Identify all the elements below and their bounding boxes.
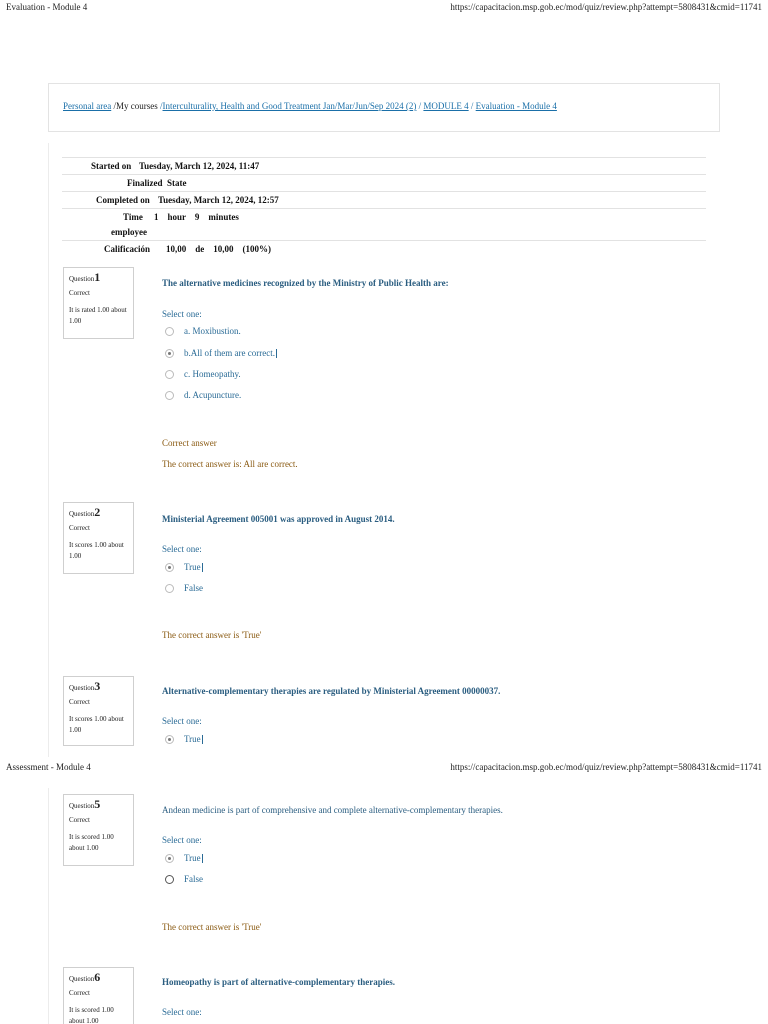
print-header xyxy=(0,760,768,774)
summary-row-time xyxy=(62,208,706,240)
question-grade: It is rated 1.00 about 1.00 xyxy=(69,306,127,325)
breadcrumb-separator: / xyxy=(418,101,422,111)
select-one-label: Select one: xyxy=(162,716,202,726)
text-cursor-icon xyxy=(202,563,203,572)
radio-button-selected[interactable] xyxy=(165,563,174,572)
feedback-correct: Correct answer xyxy=(162,438,217,448)
question-text: Ministerial Agreement 005001 was approved in August 2014. xyxy=(162,514,395,524)
breadcrumb-module[interactable]: MODULE 4 xyxy=(423,101,469,111)
page-url: https://capacitacion.msp.gob.ec/mod/quiz/review.php?attempt=5808431&cmid=11741 xyxy=(450,762,762,772)
question-label: Question xyxy=(69,684,95,692)
question-number: 5 xyxy=(94,797,101,811)
text-cursor-icon xyxy=(202,735,203,744)
content-left-border xyxy=(48,143,49,757)
page-title: Assessment - Module 4 xyxy=(6,762,91,772)
question-state: Correct xyxy=(69,816,90,824)
breadcrumb-box xyxy=(48,83,720,132)
question-grade: It scores 1.00 about 1.00 xyxy=(69,541,124,560)
radio-button-selected[interactable] xyxy=(165,854,174,863)
started-value: Tuesday, March 12, 2024, 11:47 xyxy=(139,161,260,171)
breadcrumb-my-courses: My courses xyxy=(116,101,158,111)
feedback-right-answer: The correct answer is 'True' xyxy=(162,922,262,932)
question-number: 2 xyxy=(94,505,101,519)
question-text: Alternative-complementary therapies are regulated by Ministerial Agreement 00000037. xyxy=(162,686,501,696)
breadcrumb-underline xyxy=(557,101,635,109)
question-state: Correct xyxy=(69,989,90,997)
answer-option[interactable] xyxy=(165,874,203,884)
started-label: Started on xyxy=(91,161,132,171)
answer-option[interactable] xyxy=(165,348,277,358)
breadcrumb xyxy=(63,101,635,111)
option-label: True xyxy=(184,562,201,572)
radio-button[interactable] xyxy=(165,391,174,400)
option-label: c. Homeopathy. xyxy=(184,369,241,379)
question-number: 3 xyxy=(94,679,101,693)
answer-option[interactable] xyxy=(165,369,241,379)
question-number: 1 xyxy=(94,270,101,284)
completed-label: Completed on xyxy=(96,195,150,205)
attempt-summary xyxy=(62,157,706,257)
radio-button[interactable] xyxy=(165,584,174,593)
question-info-box xyxy=(63,676,134,746)
option-label: False xyxy=(184,583,203,593)
text-cursor-icon xyxy=(276,349,277,358)
option-label: b.All of them are correct. xyxy=(184,348,275,358)
question-info-box xyxy=(63,794,134,866)
option-label: d. Acupuncture. xyxy=(184,390,242,400)
employee-label: employee xyxy=(111,227,147,237)
radio-button[interactable] xyxy=(165,875,174,884)
option-label: True xyxy=(184,734,201,744)
breadcrumb-separator: / xyxy=(470,101,474,111)
summary-row-started xyxy=(62,157,706,174)
completed-value: Tuesday, March 12, 2024, 12:57 xyxy=(158,195,279,205)
grade-label: Calificación xyxy=(104,244,150,254)
question-info-box xyxy=(63,502,134,574)
feedback-right-answer: The correct answer is: All are correct. xyxy=(162,459,298,469)
answer-option[interactable] xyxy=(165,853,203,863)
summary-row-completed xyxy=(62,191,706,208)
summary-row-state xyxy=(62,174,706,191)
feedback-right-answer: The correct answer is 'True' xyxy=(162,630,262,640)
question-number: 6 xyxy=(94,970,101,984)
page-title: Evaluation - Module 4 xyxy=(6,2,88,12)
question-label: Question xyxy=(69,510,95,518)
answer-option[interactable] xyxy=(165,390,241,400)
question-state: Correct xyxy=(69,698,90,706)
finalized-label: Finalized xyxy=(127,178,163,188)
question-grade: It scores 1.00 about 1.00 xyxy=(69,715,124,734)
question-state: Correct xyxy=(69,289,90,297)
question-text: Andean medicine is part of comprehensive and complete alternative-complementary therapies. xyxy=(162,805,503,815)
print-header xyxy=(0,0,768,14)
radio-button[interactable] xyxy=(165,370,174,379)
question-info-box xyxy=(63,967,134,1024)
select-one-label: Select one: xyxy=(162,1007,202,1017)
breadcrumb-separator: / xyxy=(160,101,163,111)
question-label: Question xyxy=(69,275,95,283)
select-one-label: Select one: xyxy=(162,835,202,845)
answer-option[interactable] xyxy=(165,562,203,572)
question-grade: It is scored 1.00 about 1.00 xyxy=(69,1006,114,1024)
answer-option[interactable] xyxy=(165,326,241,336)
state-label: State xyxy=(167,178,187,188)
question-text: Homeopathy is part of alternative-complementary therapies. xyxy=(162,977,395,987)
time-value: 1 hour 9 minutes xyxy=(154,212,239,222)
question-state: Correct xyxy=(69,524,90,532)
question-label: Question xyxy=(69,975,95,983)
summary-row-grade xyxy=(62,240,706,257)
breadcrumb-personal-area[interactable]: Personal area xyxy=(63,101,112,111)
radio-button[interactable] xyxy=(165,327,174,336)
breadcrumb-separator: / xyxy=(113,101,116,111)
question-info-box xyxy=(63,267,134,339)
option-label: a. Moxibustion. xyxy=(184,326,241,336)
select-one-label: Select one: xyxy=(162,309,202,319)
question-label: Question xyxy=(69,802,95,810)
radio-button-selected[interactable] xyxy=(165,349,174,358)
radio-button-selected[interactable] xyxy=(165,735,174,744)
option-label: True xyxy=(184,853,201,863)
answer-option[interactable] xyxy=(165,583,203,593)
content-left-border xyxy=(48,788,49,1024)
breadcrumb-course[interactable]: Interculturality, Health and Good Treatment Jan/Mar/Jun/Sep 2024 (2) xyxy=(162,101,417,111)
grade-value: 10,00 de 10,00 (100%) xyxy=(166,244,271,254)
page-url: https://capacitacion.msp.gob.ec/mod/quiz/review.php?attempt=5808431&cmid=11741 xyxy=(450,2,762,12)
time-label: Time xyxy=(123,212,143,222)
text-cursor-icon xyxy=(202,854,203,863)
option-label: False xyxy=(184,874,203,884)
answer-option[interactable] xyxy=(165,734,203,744)
breadcrumb-evaluation[interactable]: Evaluation - Module 4 xyxy=(475,101,557,111)
question-text: The alternative medicines recognized by the Ministry of Public Health are: xyxy=(162,278,449,288)
select-one-label: Select one: xyxy=(162,544,202,554)
question-grade: It is scored 1.00 about 1.00 xyxy=(69,833,114,852)
